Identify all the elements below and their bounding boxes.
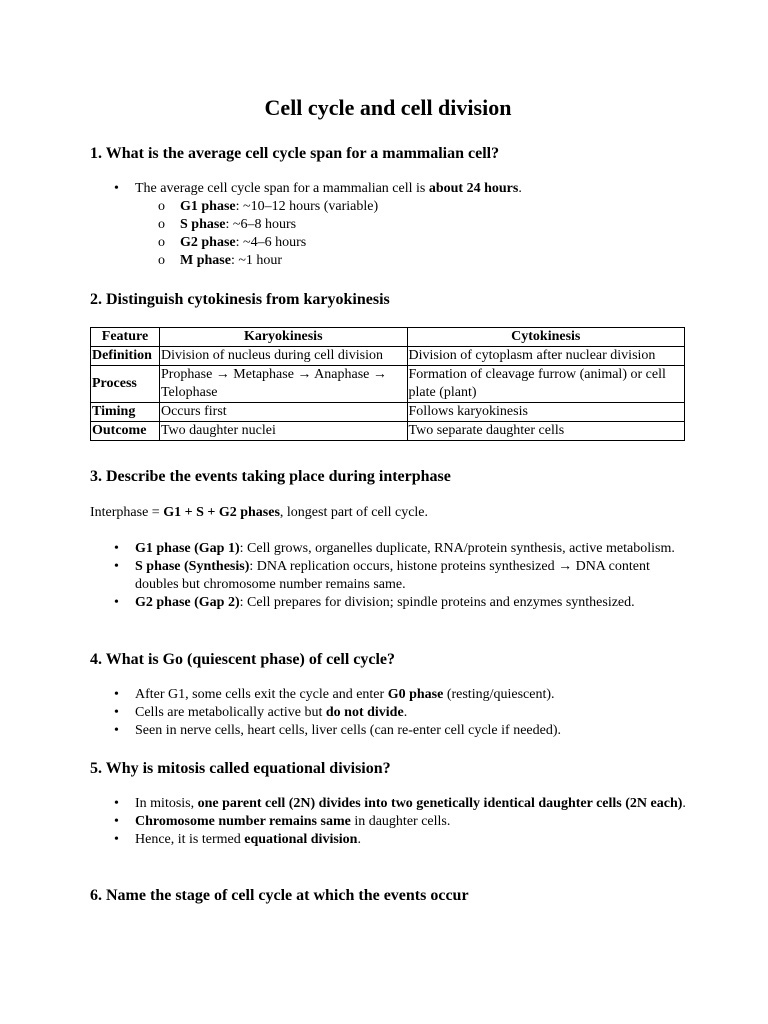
question-4-answer bbox=[90, 686, 686, 740]
question-2-heading: 2. Distinguish cytokinesis from karyokinesis bbox=[90, 291, 390, 308]
bullet-marker: • bbox=[114, 832, 119, 847]
question-1-answer bbox=[90, 180, 686, 270]
row-header: Process bbox=[91, 366, 160, 403]
table-row bbox=[91, 403, 685, 422]
list-item: o S phase: ~6–8 hours bbox=[158, 217, 297, 232]
bullet-marker: • bbox=[114, 559, 119, 574]
question-5-heading: 5. Why is mitosis called equational division? bbox=[90, 760, 391, 777]
list-item: • Chromosome number remains same in daughter cells. bbox=[114, 814, 451, 829]
comparison-table bbox=[90, 327, 685, 441]
list-item: • S phase (Synthesis): DNA replication occurs, histone proteins synthesized → DNA content doubles but chromosome number remains same. bbox=[114, 559, 650, 592]
row-header: Definition bbox=[91, 347, 160, 366]
list-item: • Cells are metabolically active but do not divide. bbox=[114, 705, 408, 720]
sub-bullet-marker: o bbox=[158, 235, 165, 250]
question-3-heading: 3. Describe the events taking place during interphase bbox=[90, 468, 451, 485]
sub-bullet-marker: o bbox=[158, 253, 165, 268]
table-cell: Formation of cleavage furrow (animal) or cell plate (plant) bbox=[407, 366, 684, 403]
row-header: Outcome bbox=[91, 422, 160, 441]
column-header: Feature bbox=[91, 328, 160, 347]
list-item: • G2 phase (Gap 2): Cell prepares for division; spindle proteins and enzymes synthesized. bbox=[114, 595, 635, 610]
phase-duration-list bbox=[90, 198, 686, 270]
question-3-answer bbox=[90, 540, 686, 612]
sub-bullet-marker: o bbox=[158, 217, 165, 232]
table-cell: Two daughter nuclei bbox=[159, 422, 407, 441]
list-item: • The average cell cycle span for a mammalian cell is about 24 hours. bbox=[114, 181, 522, 196]
bullet-marker: • bbox=[114, 687, 119, 702]
question-4-heading: 4. What is Go (quiescent phase) of cell cycle? bbox=[90, 651, 396, 668]
table-cell: Follows karyokinesis bbox=[407, 403, 684, 422]
page-title: Cell cycle and cell division bbox=[264, 95, 512, 120]
table-cell: Two separate daughter cells bbox=[407, 422, 684, 441]
list-item: o G2 phase: ~4–6 hours bbox=[158, 235, 307, 250]
question-3-intro: Interphase = G1 + S + G2 phases, longest part of cell cycle. bbox=[90, 505, 429, 520]
bullet-marker: • bbox=[114, 595, 119, 610]
bullet-marker: • bbox=[114, 796, 119, 811]
bullet-marker: • bbox=[114, 181, 119, 196]
column-header: Cytokinesis bbox=[407, 328, 684, 347]
table-row bbox=[91, 347, 685, 366]
table-cell: Division of cytoplasm after nuclear division bbox=[407, 347, 684, 366]
row-header: Timing bbox=[91, 403, 160, 422]
table-cell: Division of nucleus during cell division bbox=[159, 347, 407, 366]
question-5-answer bbox=[90, 795, 686, 849]
list-item: o M phase: ~1 hour bbox=[158, 253, 283, 268]
bullet-marker: • bbox=[114, 541, 119, 556]
sub-bullet-marker: o bbox=[158, 199, 165, 214]
list-item: • Seen in nerve cells, heart cells, liver cells (can re-enter cell cycle if needed). bbox=[114, 723, 561, 738]
table-row bbox=[91, 422, 685, 441]
list-item: • In mitosis, one parent cell (2N) divides into two genetically identical daughter cells (2N each). bbox=[114, 796, 686, 811]
table-row bbox=[91, 366, 685, 403]
list-item: • After G1, some cells exit the cycle and enter G0 phase (resting/quiescent). bbox=[114, 687, 555, 702]
list-item: • Hence, it is termed equational division. bbox=[114, 832, 361, 847]
table-cell: Occurs first bbox=[159, 403, 407, 422]
bullet-marker: • bbox=[114, 723, 119, 738]
table-cell: Prophase → Metaphase → Anaphase → Telophase bbox=[159, 366, 407, 403]
bullet-marker: • bbox=[114, 705, 119, 720]
bullet-marker: • bbox=[114, 814, 119, 829]
question-6-heading: 6. Name the stage of cell cycle at which the events occur bbox=[90, 887, 469, 904]
question-1-heading: 1. What is the average cell cycle span for a mammalian cell? bbox=[90, 145, 500, 162]
list-item: • G1 phase (Gap 1): Cell grows, organelles duplicate, RNA/protein synthesis, active metabolism. bbox=[114, 541, 675, 556]
column-header: Karyokinesis bbox=[159, 328, 407, 347]
list-item: o G1 phase: ~10–12 hours (variable) bbox=[158, 199, 379, 214]
table-header-row bbox=[91, 328, 685, 347]
